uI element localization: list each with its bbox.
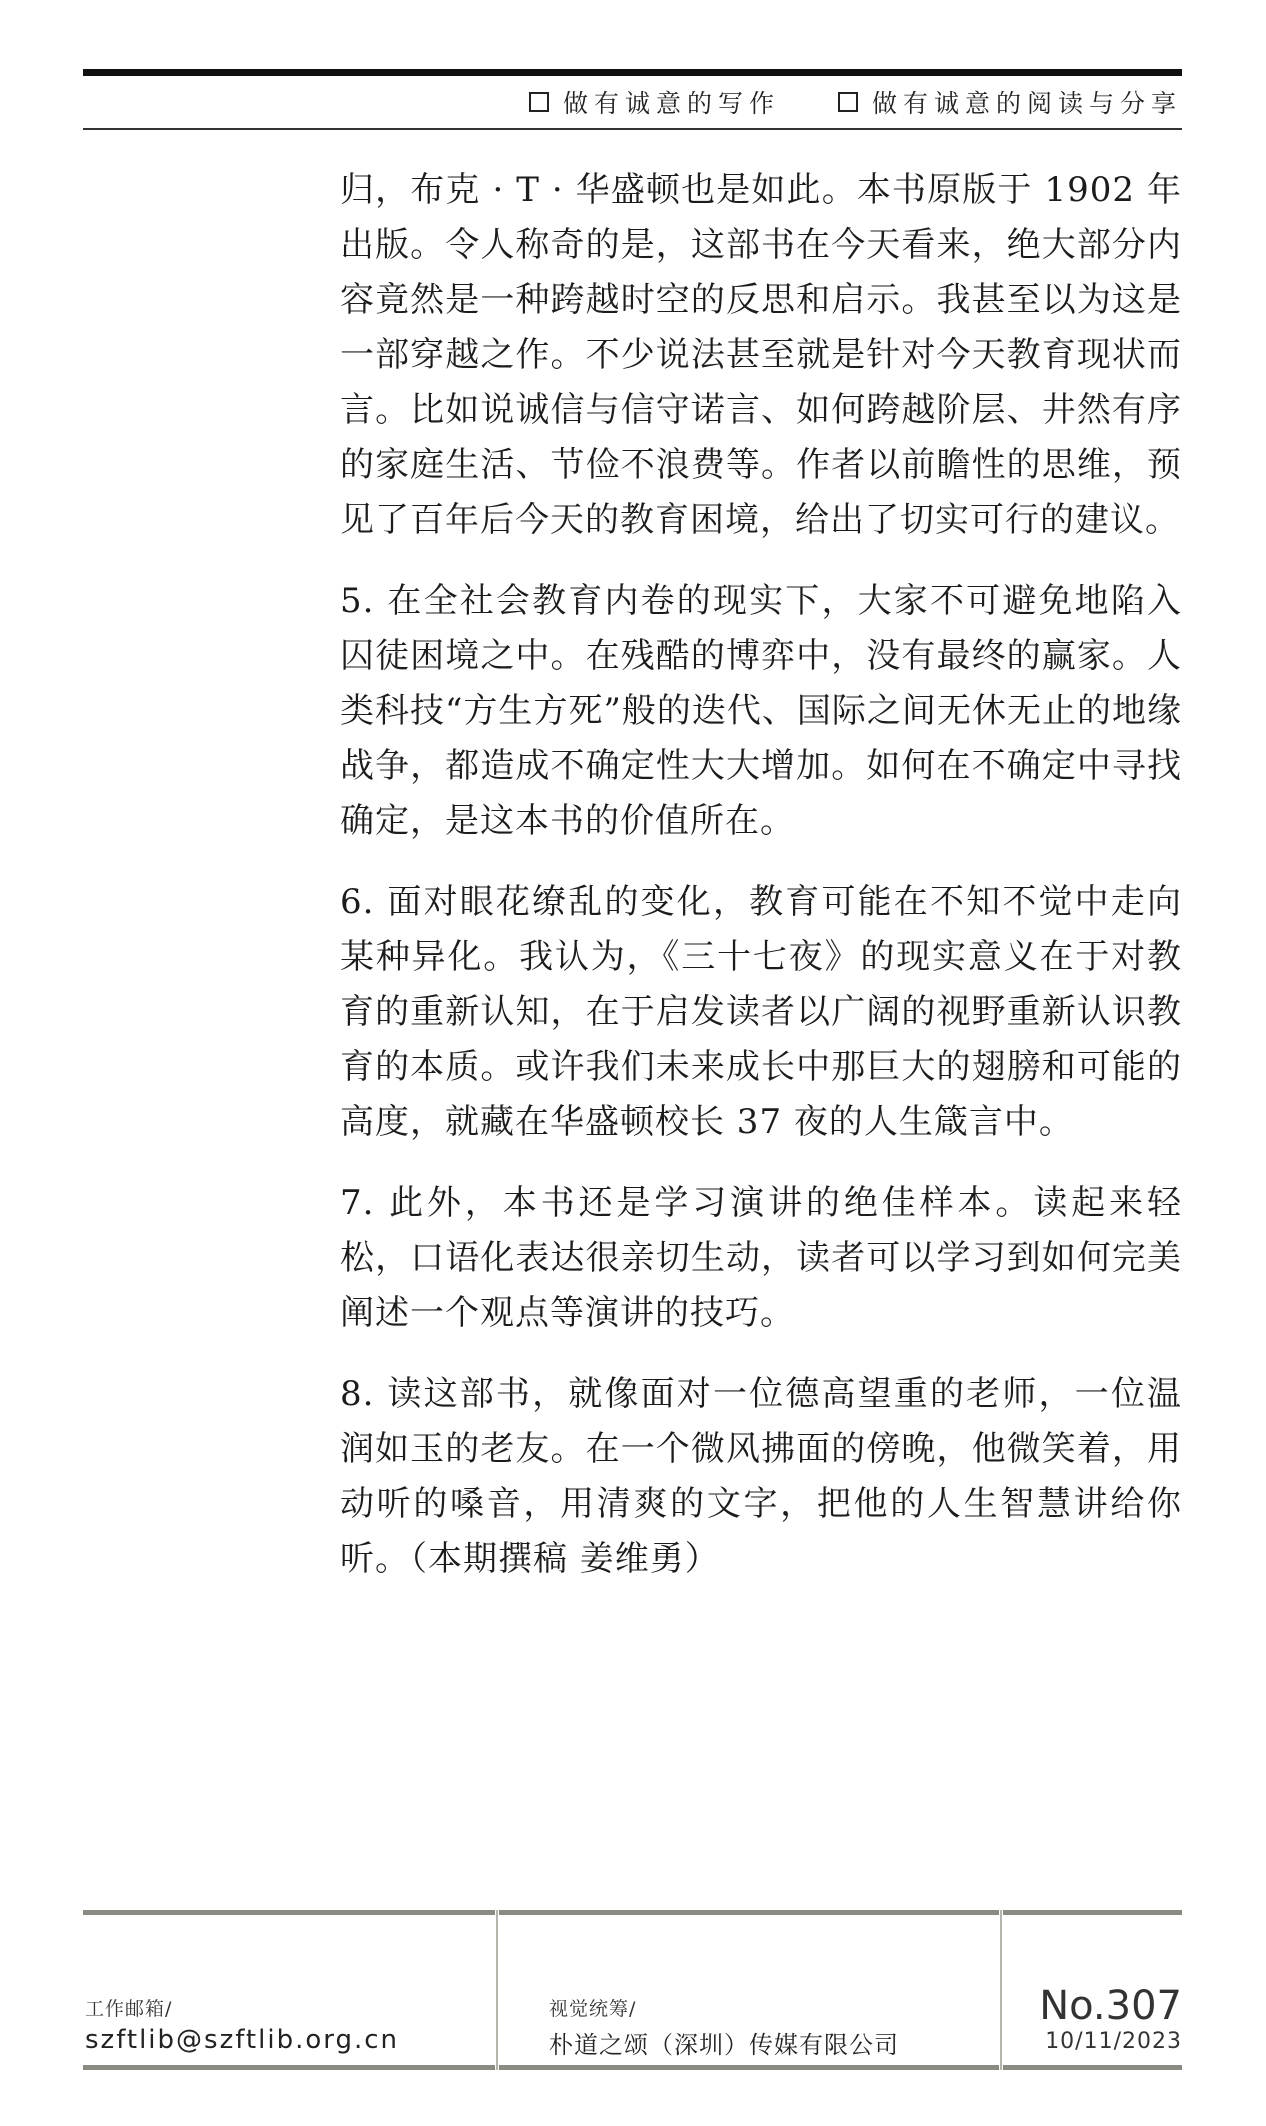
email-label: 工作邮箱/: [85, 1998, 173, 2020]
square-icon: [529, 92, 549, 112]
footer-design-block: [499, 1910, 999, 2070]
header-slogan-reading: [838, 84, 1182, 120]
footer-issue-block: [1003, 1910, 1182, 2070]
design-label: 视觉统筹/: [549, 1998, 637, 2020]
article-body: [340, 163, 1182, 1613]
issue-date: 10/11/2023: [1045, 2029, 1182, 2054]
article-paragraph: 8. 读这部书，就像面对一位德高望重的老师，一位温润如玉的老友。在一个微风拂面的傍晚，他微笑着，用动听的嗓音，用清爽的文字，把他的人生智慧讲给你听。（本期撰稿 姜维勇）: [340, 1374, 1182, 1579]
design-value: 朴道之颂（深圳）传媒有限公司: [549, 2031, 899, 2059]
email-value[interactable]: szftlib@szftlib.org.cn: [85, 2025, 400, 2055]
footer-divider: [496, 1910, 498, 2070]
article-paragraph: 6. 面对眼花缭乱的变化，教育可能在不知不觉中走向某种异化。我认为，《三十七夜》的现实意义在于对教育的重新认知，在于启发读者以广阔的视野重新认识教育的本质。或许我们未来成长中那巨大的翅膀和可能的高度，就藏在华盛顿校长 37 夜的人生箴言中。: [340, 882, 1182, 1142]
footer-email-block: [83, 1910, 495, 2070]
header-slogan-reading-label: 做有诚意的阅读与分享: [871, 89, 1182, 118]
footer-divider: [1000, 1910, 1002, 2070]
header-slogan-writing-label: 做有诚意的写作: [562, 89, 780, 118]
article-paragraph: 5. 在全社会教育内卷的现实下，大家不可避免地陷入囚徒困境之中。在残酷的博弈中，没有最终的赢家。人类科技“方生方死”般的迭代、国际之间无休无止的地缘战争，都造成不确定性大大增加。如何在不确定中寻找确定，是这本书的价值所在。: [340, 581, 1182, 841]
header-top-rule: [83, 69, 1182, 76]
page-header: [83, 76, 1182, 130]
page-footer: [83, 1910, 1182, 2070]
header-slogan-writing: [529, 84, 780, 120]
issue-number: No.307: [1039, 1983, 1182, 2029]
square-icon: [838, 92, 858, 112]
article-paragraph: 归，布克 · T · 华盛顿也是如此。本书原版于 1902 年出版。令人称奇的是，这部书在今天看来，绝大部分内容竟然是一种跨越时空的反思和启示。我甚至以为这是一部穿越之作。不少说法甚至就是针对今天教育现状而言。比如说诚信与信守诺言、如何跨越阶层、井然有序的家庭生活、节俭不浪费等。作者以前瞻性的思维，预见了百年后今天的教育困境，给出了切实可行的建议。: [340, 170, 1182, 540]
article-paragraph: 7. 此外，本书还是学习演讲的绝佳样本。读起来轻松，口语化表达很亲切生动，读者可以学习到如何完美阐述一个观点等演讲的技巧。: [340, 1183, 1182, 1333]
